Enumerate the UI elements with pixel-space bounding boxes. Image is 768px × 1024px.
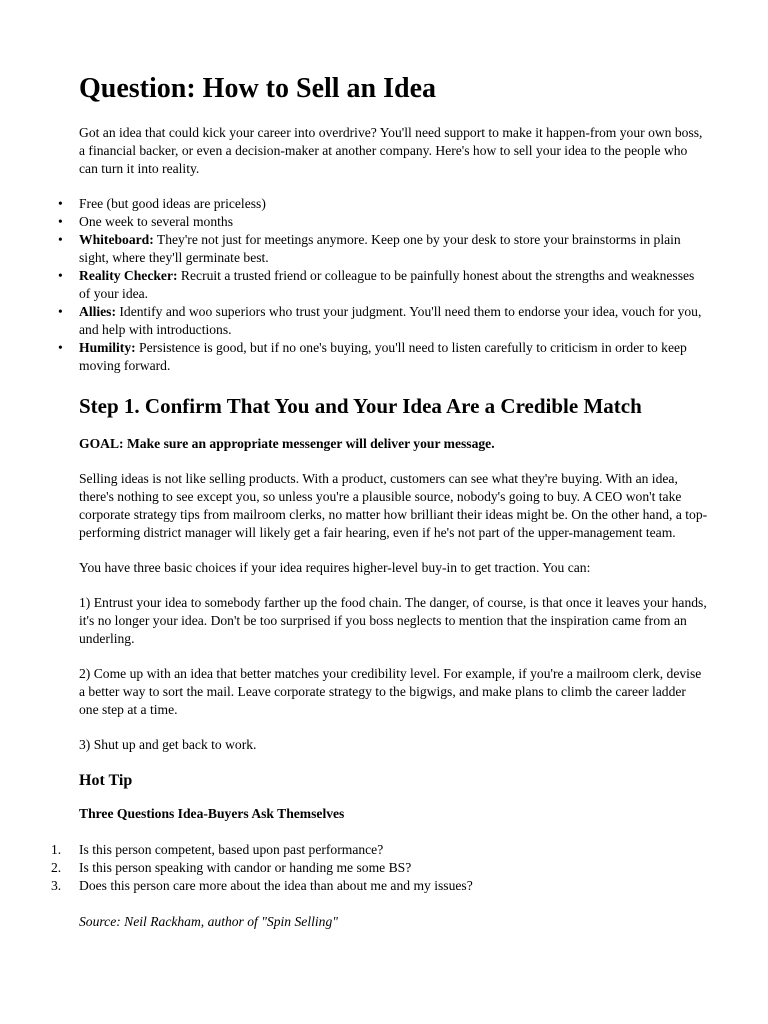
list-item-number: 3.	[51, 878, 62, 893]
list-item-number: 2.	[51, 860, 62, 875]
list-item-lead: Reality Checker:	[79, 268, 178, 283]
list-item-lead: Whiteboard:	[79, 232, 154, 247]
list-item-text: Is this person speaking with candor or handing me some BS?	[79, 860, 412, 875]
intro-paragraph: Got an idea that could kick your career into overdrive? You'll need support to make it happen-from your own boss, a financial backer, or even a decision-maker at another company. Here's how to sell your idea to the people who can turn it into reality.	[79, 125, 703, 176]
list-item-text: Identify and woo superiors who trust your judgment. You'll need them to endorse your idea, vouch for you, and help with introductions.	[79, 304, 702, 337]
list-item	[79, 231, 708, 267]
list-item-text: Does this person care more about the idea than about me and my issues?	[79, 878, 473, 893]
list-item	[79, 339, 708, 375]
list-item	[51, 877, 708, 895]
list-item-text: Persistence is good, but if no one's buying, you'll need to listen carefully to criticism in order to keep moving forward.	[79, 340, 687, 373]
list-item	[51, 841, 708, 859]
step1-paragraph: 3) Shut up and get back to work.	[79, 737, 257, 752]
list-item-text: They're not just for meetings anymore. Keep one by your desk to store your brainstorms in plain sight, where they'll germinate best.	[79, 232, 681, 265]
step1-paragraph: You have three basic choices if your idea requires higher-level buy-in to get traction. You can:	[79, 560, 591, 575]
list-item	[51, 859, 708, 877]
list-item-lead: Humility:	[79, 340, 136, 355]
hot-tip-subheading: Three Questions Idea-Buyers Ask Themselves	[79, 806, 345, 821]
list-item-lead: Allies:	[79, 304, 116, 319]
page-title: Question: How to Sell an Idea	[79, 73, 437, 104]
list-item-text: Free (but good ideas are priceless)	[79, 196, 266, 211]
requirements-list	[79, 195, 708, 375]
hot-tip-heading: Hot Tip	[79, 772, 133, 789]
step1-paragraph: 2) Come up with an idea that better matches your credibility level. For example, if you're a mailroom clerk, devise a better way to sort the mail. Leave corporate strategy to the bigwigs, and make plans to climb the career ladder one step at a time.	[79, 666, 702, 717]
list-item	[79, 267, 708, 303]
source-citation: Source: Neil Rackham, author of "Spin Selling"	[79, 914, 338, 929]
questions-list	[51, 841, 708, 895]
list-item-text: Recruit a trusted friend or colleague to be painfully honest about the strengths and weaknesses of your idea.	[79, 268, 695, 301]
step1-paragraph: 1) Entrust your idea to somebody farther up the food chain. The danger, of course, is that once it leaves your hands, it's no longer your idea. Don't be too surprised if you boss neglects to mention that the inspiration came from an underling.	[79, 595, 707, 646]
list-item	[79, 195, 708, 213]
list-item-number: 1.	[51, 842, 62, 857]
step1-paragraph: Selling ideas is not like selling products. With a product, customers can see what they're buying. With an idea, there's nothing to see except you, so unless you're a plausible source, nobody's going to buy. A CEO won't take corporate strategy tips from mailroom clerks, no matter how brilliant their ideas might be. On the other hand, a top-performing district manager will likely get a fair hearing, even if he's not part of the upper-management team.	[79, 471, 708, 540]
list-item	[79, 303, 708, 339]
step1-goal: GOAL: Make sure an appropriate messenger will deliver your message.	[79, 436, 495, 451]
list-item-text: Is this person competent, based upon past performance?	[79, 842, 384, 857]
list-item-text: One week to several months	[79, 214, 234, 229]
step1-heading: Step 1. Confirm That You and Your Idea Are a Credible Match	[79, 394, 642, 418]
list-item	[79, 213, 708, 231]
